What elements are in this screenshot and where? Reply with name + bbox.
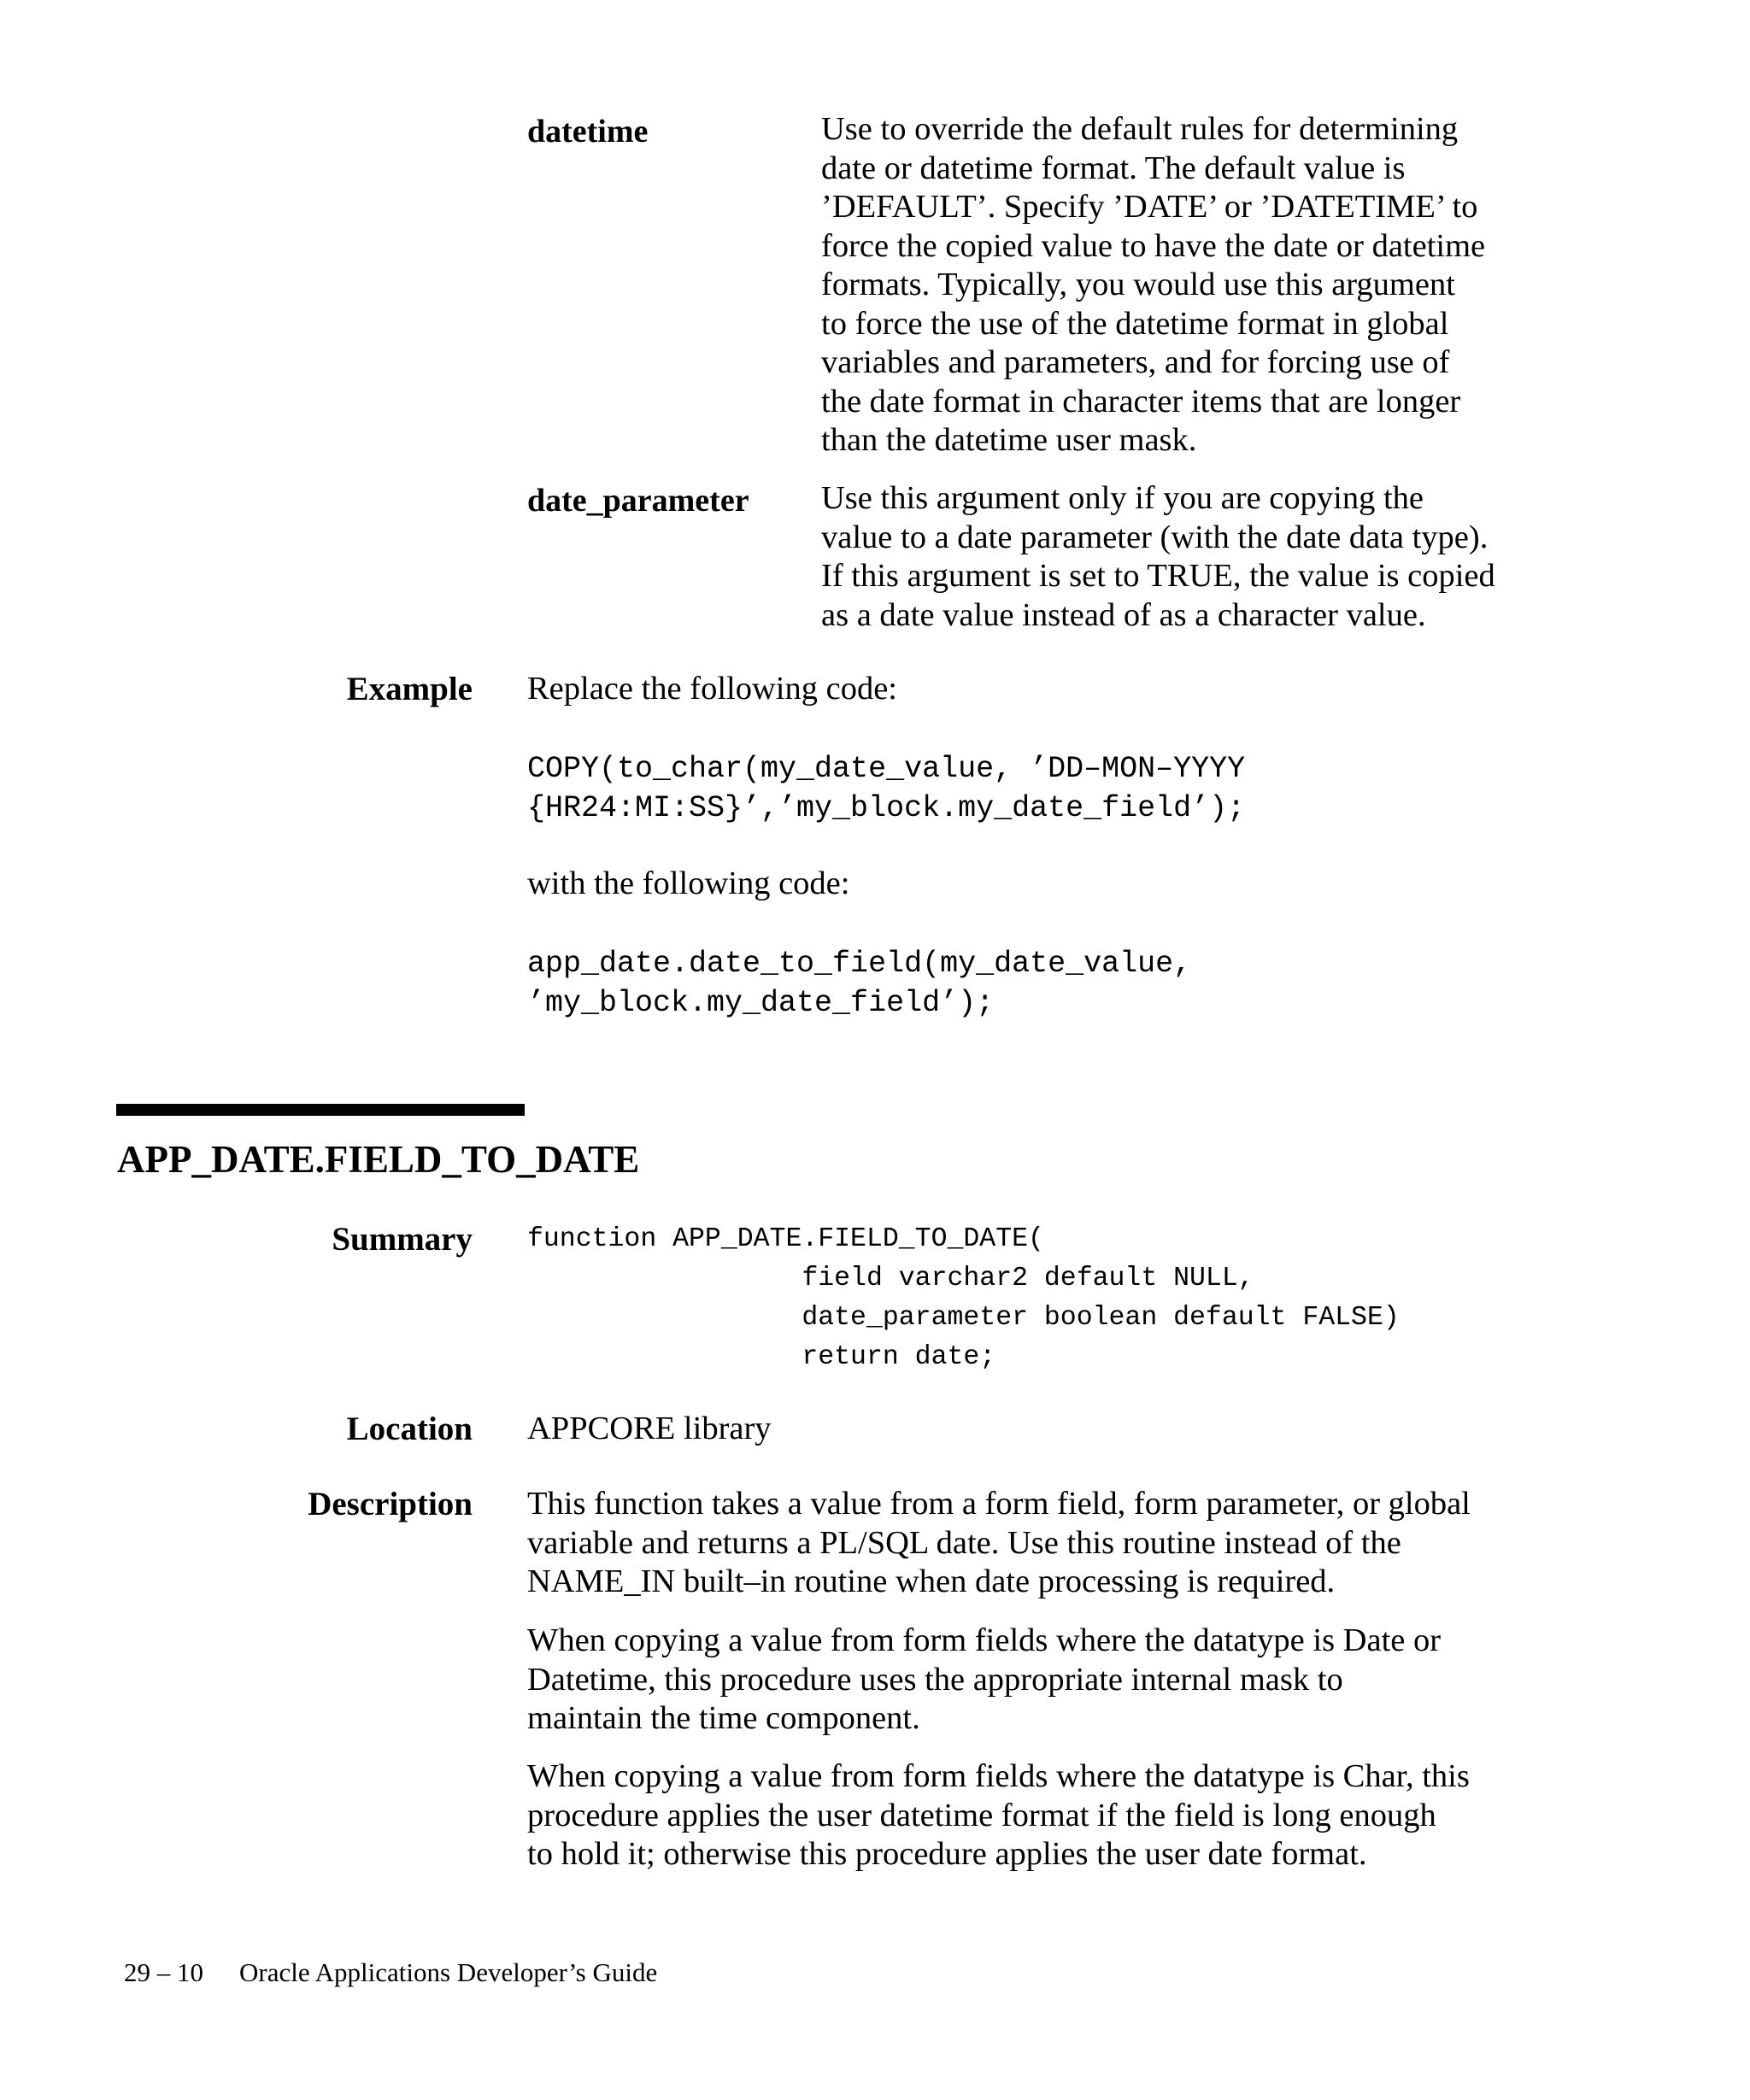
- description-paragraph: This function takes a value from a form field, form parameter, or global variable and returns a PL/SQL date. Use this routine instead of the NAME_IN built–in routine when date processing is required.: [527, 1486, 1471, 1599]
- param-desc-datetime: Use to override the default rules for determining date or datetime format. The default value is ’DEFAULT’. Specify ’DATE’ or ’DATETIME’ to force the copied value to have the date or datetime formats. Typically, you would use this argument to force the use of the datetime format in global variables and parameters, and for forcing use of the date format in character items that are longer than the datetime user mask.: [821, 111, 1486, 458]
- description-paragraph: When copying a value from form fields where the datatype is Date or Datetime, this procedure uses the appropriate internal mask to maintain the time component.: [527, 1622, 1442, 1736]
- example-mid-text: with the following code:: [527, 865, 850, 901]
- example-intro: Replace the following code:: [527, 671, 897, 707]
- description-paragraph: When copying a value from form fields where the datatype is Char, this procedure applies the user datetime format if the field is long enough to hold it; otherwise this procedure applies the user date format.: [527, 1758, 1470, 1872]
- example-code-new: app_date.date_to_field(my_date_value, ’my_block.my_date_field’);: [527, 947, 1192, 1020]
- page-number: 29 – 10: [124, 1957, 203, 1987]
- example-code-old: COPY(to_char(my_date_value, ’DD–MON–YYYY {HR24:MI:SS}’,’my_block.my_date_field’);: [527, 752, 1246, 825]
- summary-code: function APP_DATE.FIELD_TO_DATE( field varchar2 default NULL, date_parameter boolean default FALSE) return date;: [527, 1224, 1400, 1372]
- section-heading: APP_DATE.FIELD_TO_DATE: [117, 1138, 640, 1181]
- description-label: Description: [308, 1486, 473, 1522]
- param-term-datetime: datetime: [527, 114, 649, 150]
- param-desc-date-parameter: Use this argument only if you are copying the value to a date parameter (with the date data type). If this argument is set to TRUE, the value is copied as a date value instead of as a character value.: [821, 480, 1495, 633]
- section-rule: [116, 1104, 525, 1116]
- book-title: Oracle Applications Developer’s Guide: [239, 1957, 658, 1987]
- summary-label: Summary: [332, 1221, 473, 1258]
- location-value: APPCORE library: [527, 1411, 772, 1446]
- page-footer: [124, 1956, 657, 1989]
- example-label: Example: [346, 671, 473, 707]
- location-label: Location: [346, 1411, 473, 1447]
- param-term-date-parameter: date_parameter: [527, 483, 749, 519]
